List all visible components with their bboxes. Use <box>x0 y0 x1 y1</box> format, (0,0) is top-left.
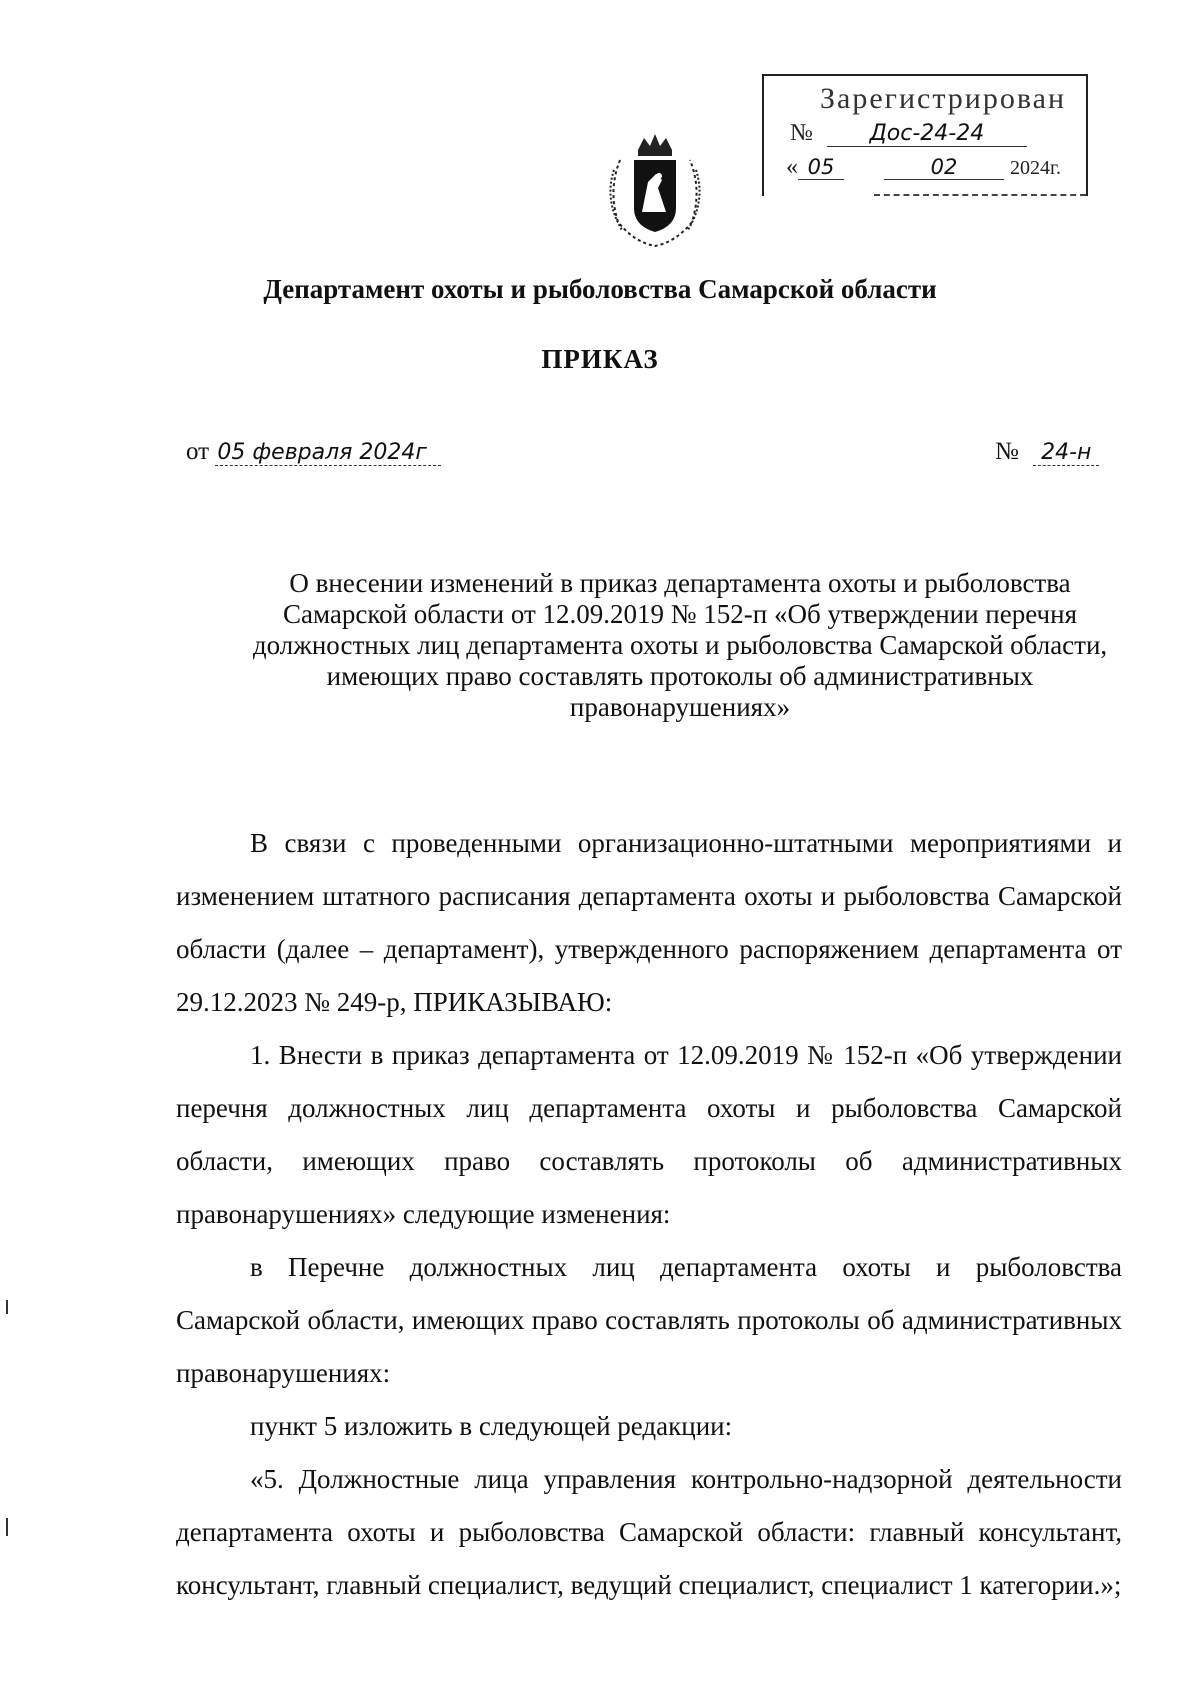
order-number-line <box>995 438 1099 466</box>
stamp-year-suffix: г. <box>1050 157 1061 179</box>
order-subject <box>220 568 1140 723</box>
subject-line: Самарской области от 12.09.2019 № 152-п «Об утверждении перечня <box>283 599 1077 629</box>
stamp-number-row <box>790 120 1027 147</box>
stamp-number-prefix: № <box>790 120 813 146</box>
stamp-title: Зарегистрирован <box>820 82 1067 115</box>
order-date: 05 февраля 2024г <box>215 440 441 466</box>
order-body <box>176 817 1122 1612</box>
coat-of-arms-emblem <box>600 130 710 250</box>
subject-line: имеющих право составлять протоколы об административных <box>326 661 1034 691</box>
stamp-day: 05 <box>798 155 844 180</box>
order-number-prefix: № <box>995 438 1019 465</box>
instruction-paragraph: пункт 5 изложить в следующей редакции: <box>250 1411 733 1441</box>
item-1-paragraph: 1. Внести в приказ департамента от 12.09.2019 № 152-п «Об утверждении перечня должностных лиц департамента охоты и рыболовства Самарской области, имеющих право составлять протоколы об административных правонарушениях» следующие изменения: <box>176 1040 1122 1229</box>
scan-margin-mark <box>6 1300 8 1314</box>
order-date-line <box>186 438 441 466</box>
organization-name: Департамент охоты и рыболовства Самарской области <box>263 274 937 304</box>
registration-stamp <box>762 74 1088 196</box>
amendment-paragraph: в Перечне должностных лиц департамента охоты и рыболовства Самарской области, имеющих право составлять протоколы об административных правонарушениях: <box>176 1252 1122 1388</box>
subject-line: правонарушениях» <box>569 692 791 722</box>
subject-line: должностных лиц департамента охоты и рыболовства Самарской области, <box>252 630 1108 660</box>
subject-line: О внесении изменений в приказ департамента охоты и рыболовства <box>289 568 1071 598</box>
stamp-month: 02 <box>884 155 1004 180</box>
order-number: 24-н <box>1033 440 1099 466</box>
stamp-bottom-line <box>874 194 1086 196</box>
preamble-paragraph: В связи с проведенными организационно-штатными мероприятиями и изменением штатного расписания департамента охоты и рыболовства Самарской области (далее – департамент), утвержденного распоряжением департамента от 29.12.2023 № 249-р, ПРИКАЗЫВАЮ: <box>176 828 1122 1017</box>
document-type: ПРИКАЗ <box>541 344 659 374</box>
date-prefix: от <box>186 438 210 465</box>
stamp-year: 2024 <box>1010 157 1050 179</box>
stamp-number: Дос-24-24 <box>827 121 1027 147</box>
stamp-date-row: « 05 02 2024г. <box>786 154 1061 180</box>
new-clause-paragraph: «5. Должностные лица управления контрольно-надзорной деятельности департамента охоты и рыболовства Самарской области: главный консультант, консультант, главный специалист, ведущий специалист, специалист 1 категории.»; <box>176 1464 1122 1600</box>
scan-margin-mark <box>6 1518 8 1536</box>
